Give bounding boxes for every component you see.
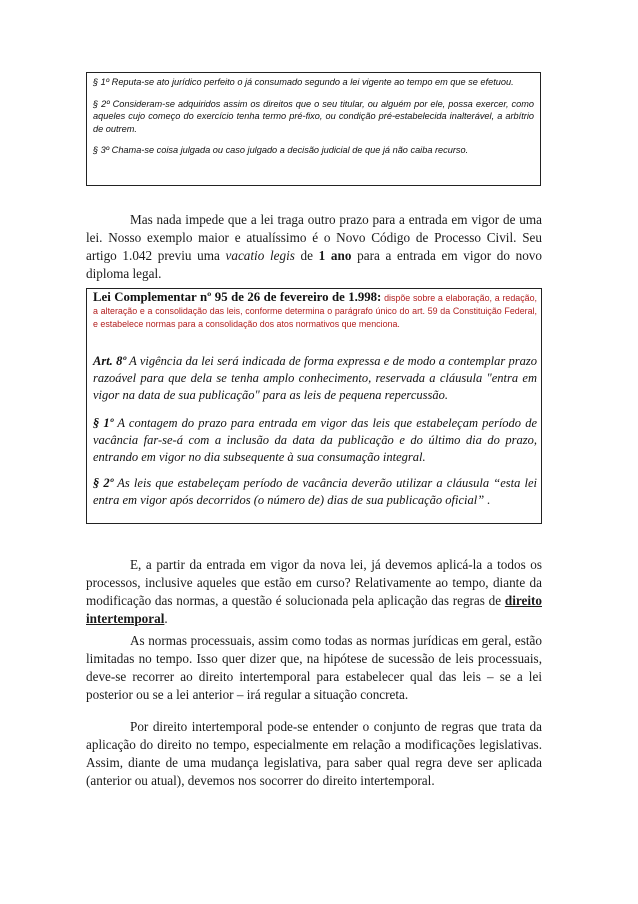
paragraph-3-text: § 3º Chama-se coisa julgada ou caso julgado a decisão judicial de que já não caiba recurso. xyxy=(93,145,469,156)
article-8-label: Art. 8º xyxy=(93,354,127,368)
intertemporal-text-2: . xyxy=(164,611,168,626)
quoted-law-box xyxy=(86,72,541,186)
paragraph-1-label: § 1º xyxy=(93,416,114,430)
article-8 xyxy=(93,353,537,404)
one-year-term: 1 ano xyxy=(318,248,352,263)
paragraph-2-label: § 2º xyxy=(93,476,114,490)
paragraph-2-body: As leis que estabeleçam período de vacância deverão utilizar a cláusula “esta lei entra em vigor após decorridos (o número de) dias de sua publicação oficial” . xyxy=(93,476,537,507)
body-paragraph-intertemporal xyxy=(86,556,542,628)
law-title: Lei Complementar nº 95 de 26 de fevereiro de 1.998: xyxy=(93,290,382,304)
article-8-text: A vigência da lei será indicada de forma expressa e de modo a contemplar prazo razoável para que dela se tenha amplo conhecimento, reservada a cláusula "entra em vigor na data de sua publicação" para as leis de pequena repercussão. xyxy=(93,354,537,402)
vacatio-legis-term: vacatio legis xyxy=(225,248,295,263)
vacatio-text-1: Mas nada impede que a lei traga outro prazo para a entrada em vigor de uma lei. Nosso exemplo maior e atualíssimo é o Novo Código de Processo Civil. Seu artigo 1.042 previu uma xyxy=(86,212,542,263)
body-paragraph-definition: Por direito intertemporal pode-se entender o conjunto de regras que trata da aplicação do direito no tempo, especialmente em relação a modificações legislativas. Assim, diante de uma mudança legislativa, para saber qual regra deve ser aplicada (anterior ou atual), devemos nos socorrer do direito intertemporal. xyxy=(86,719,542,788)
intertemporal-term: direito intertemporal xyxy=(86,593,542,626)
article-8-paragraph-2 xyxy=(93,475,537,509)
body-paragraph-vacatio xyxy=(86,211,542,283)
paragraph-1-text: § 1º Reputa-se ato jurídico perfeito o já consumado segundo a lei vigente ao tempo em que se efetuou. xyxy=(93,77,514,87)
intertemporal-text-1: E, a partir da entrada em vigor da nova lei, já devemos aplicá-la a todos os processos, inclusive aqueles que estão em curso? Relativamente ao tempo, diante da modificação das normas, a questão é solucionada pela aplicação das regras de xyxy=(86,557,542,608)
paragraph-2-text: § 2º Consideram-se adquiridos assim os direitos que o seu titular, ou alguém por ele, possa exercer, como aqueles cujo começo do exercício tenha termo pré-fixo, ou condição pré-estabelecida inalterável, a arbítrio de outrem. xyxy=(93,98,534,134)
vacatio-text-3: para a entrada em vigor do novo diploma legal. xyxy=(86,248,542,281)
vacatio-text-2: de xyxy=(294,248,319,263)
body-paragraph-procedural-norms: As normas processuais, assim como todas as normas jurídicas em geral, estão limitadas no tempo. Isso quer dizer que, na hipótese de sucessão de leis processuais, deve-se recorrer ao direito intertemporal para estabelecer qual das leis – se a lei posterior ou se a lei anterior – irá regular a situação concreta. xyxy=(86,633,542,702)
law-description: dispõe sobre a elaboração, a redação, a alteração e a consolidação das leis, conforme determina o parágrafo único do art. 59 da Constituição Federal, e estabelece normas para a consolidação dos atos normativos que menciona. xyxy=(93,293,537,329)
law-heading xyxy=(93,291,537,331)
complementary-law-box xyxy=(86,288,542,524)
article-8-paragraph-1 xyxy=(93,415,537,466)
paragraph-1-body: A contagem do prazo para entrada em vigor das leis que estabeleçam período de vacância far-se-á com a inclusão da data da publicação e do último dia do prazo, entrando em vigor no dia subsequente à sua consumação integral. xyxy=(93,416,537,464)
